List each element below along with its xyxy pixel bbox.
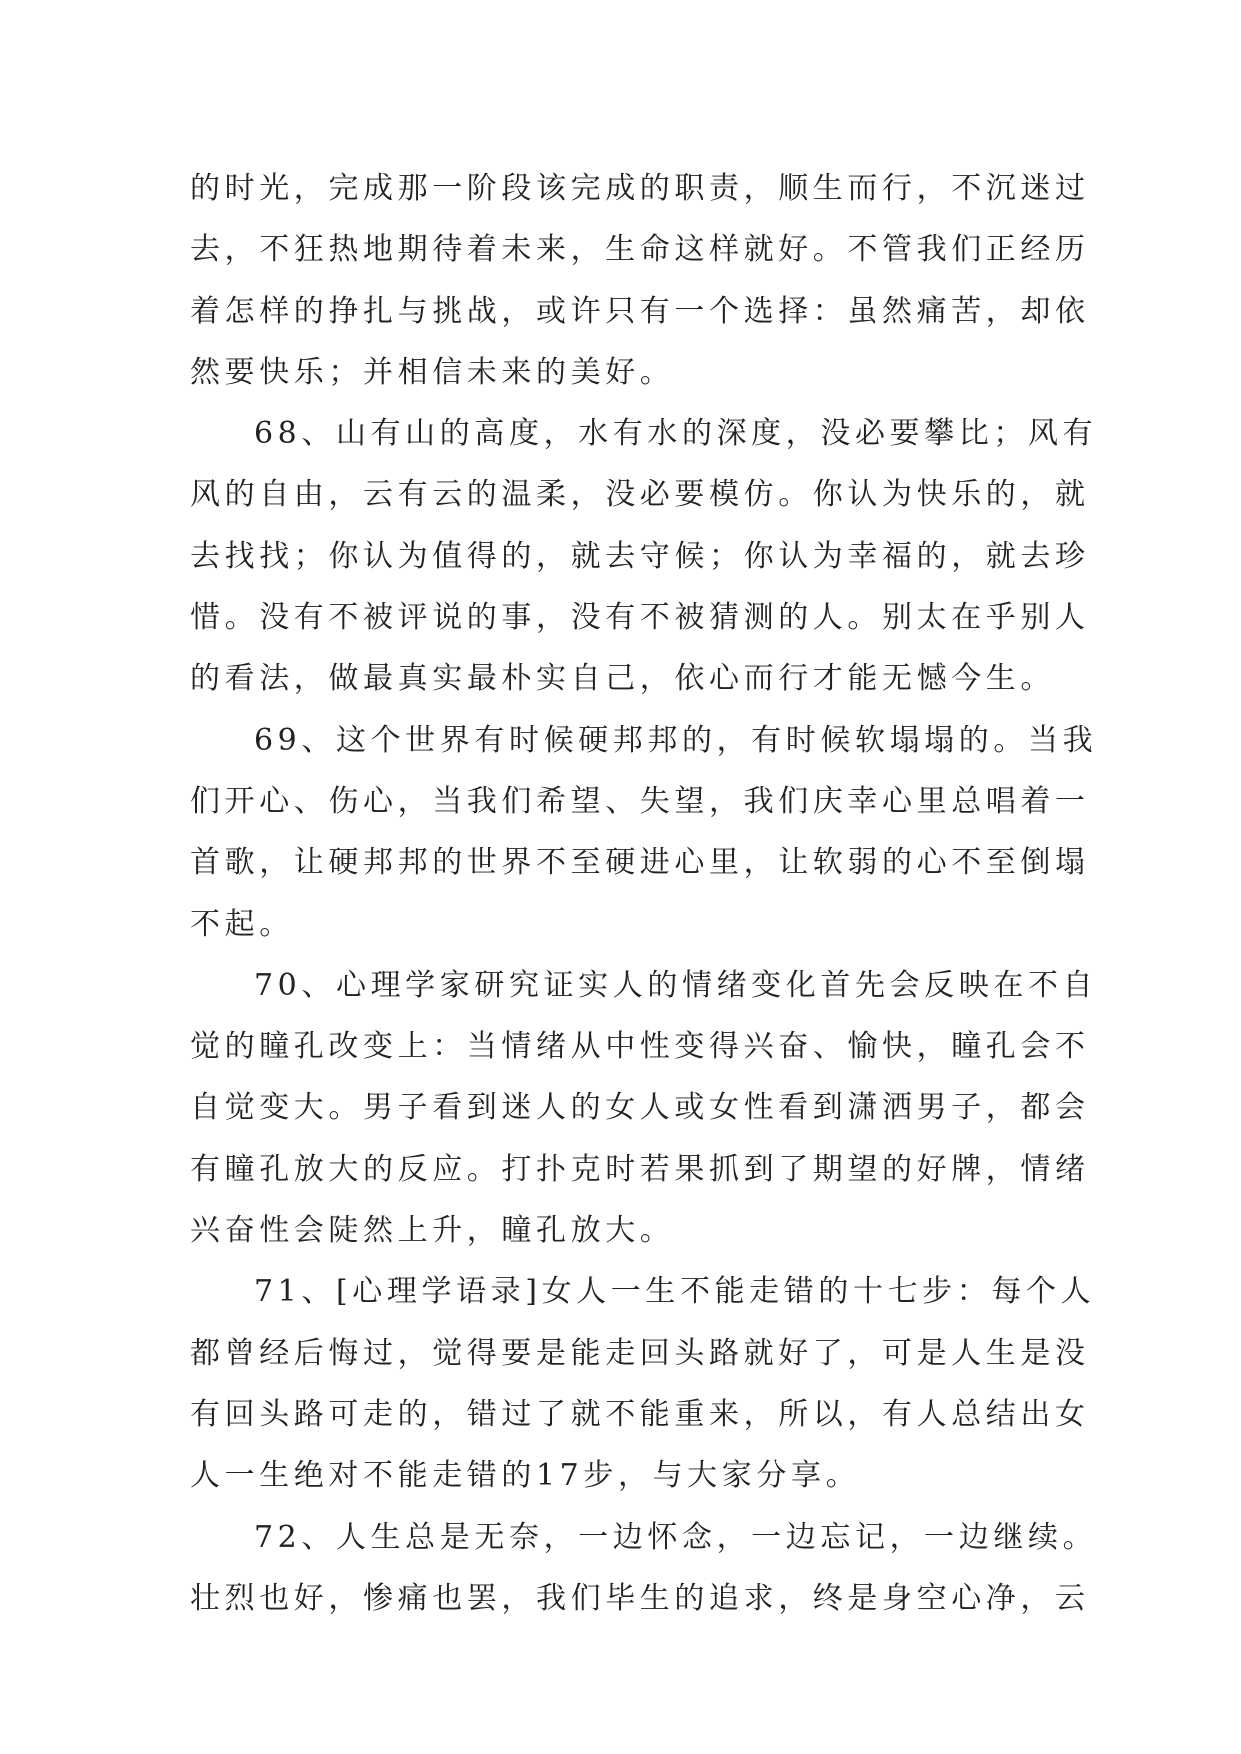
text-line: 的时光，完成那一阶段该完成的职责，顺生而行，不沉迷过 [190,171,1090,206]
text-line: 去找找；你认为值得的，就去守候；你认为幸福的，就去珍 [190,538,1090,574]
text-line: 们开心、伤心，当我们希望、失望，我们庆幸心里总唱着一 [190,783,1090,819]
text-line: 有回头路可走的，错过了就不能重来，所以，有人总结出女 [190,1396,1090,1432]
body-text [190,158,1098,1629]
text-line: 首歌，让硬邦邦的世界不至硬进心里，让软弱的心不至倒塌 [190,845,1090,881]
text-line: 然要快乐；并相信未来的美好。 [190,354,675,390]
text-line: 惜。没有不被评说的事，没有不被猜测的人。别太在乎别人 [190,600,1090,636]
text-line: 兴奋性会陡然上升，瞳孔放大。 [190,1213,675,1249]
text-line: 风的自由，云有云的温柔，没必要模仿。你认为快乐的，就 [190,477,1090,513]
text-line: 不起。 [190,906,294,942]
paragraph-start-68: 68、山有山的高度，水有水的深度，没必要攀比；风有 [254,416,1098,452]
text-line: 着怎样的挣扎与挑战，或许只有一个选择：虽然痛苦，却依 [190,293,1090,329]
text-line: 去，不狂热地期待着未来，生命这样就好。不管我们正经历 [190,232,1090,268]
text-line: 壮烈也好，惨痛也罢，我们毕生的追求，终是身空心净，云 [190,1580,1090,1616]
paragraph-start-72: 72、人生总是无奈，一边怀念，一边忘记，一边继续。 [254,1519,1098,1555]
paragraph-start-70: 70、心理学家研究证实人的情绪变化首先会反映在不自 [254,967,1098,1003]
paragraph-start-69: 69、这个世界有时候硬邦邦的，有时候软塌塌的。当我 [254,722,1098,758]
text-line: 都曾经后悔过，觉得要是能走回头路就好了，可是人生是没 [190,1335,1090,1371]
text-line: 有瞳孔放大的反应。打扑克时若果抓到了期望的好牌，情绪 [190,1151,1090,1187]
text-line: 觉的瞳孔改变上：当情绪从中性变得兴奋、愉快，瞳孔会不 [190,1029,1090,1065]
text-line: 的看法，做最真实最朴实自己，依心而行才能无憾今生。 [190,661,1055,697]
text-line: 人一生绝对不能走错的17步，与大家分享。 [190,1458,861,1494]
paragraph-start-71: 71、[心理学语录]女人一生不能走错的十七步：每个人 [254,1274,1096,1310]
text-line: 自觉变大。男子看到迷人的女人或女性看到潇洒男子，都会 [190,1090,1090,1126]
